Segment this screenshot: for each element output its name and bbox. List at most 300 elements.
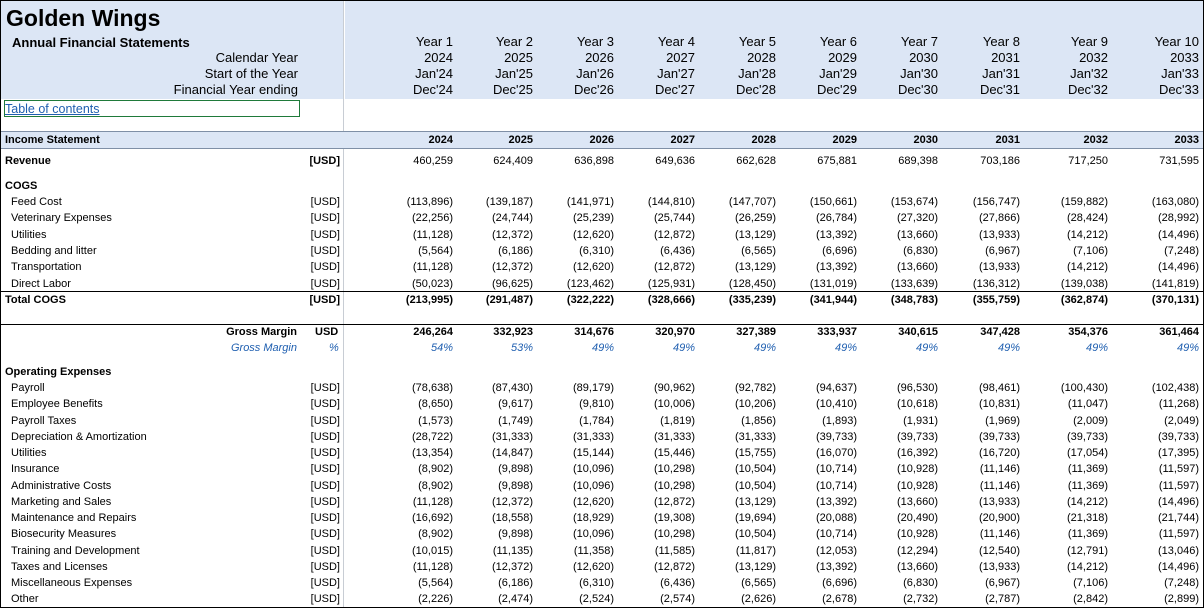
opex-row-cell[interactable]: (2,226): [418, 593, 453, 606]
gross-margin-label: Gross Margin: [226, 326, 297, 338]
opex-row-unit: [USD]: [310, 593, 340, 606]
opex-row-cell[interactable]: (2,842): [1073, 593, 1108, 606]
cogs-row-cell[interactable]: (12,372): [492, 228, 533, 241]
cogs-row-cell[interactable]: (136,312): [972, 277, 1020, 290]
cogs-row-cell[interactable]: (14,496): [1158, 261, 1199, 274]
opex-row-unit: [USD]: [310, 382, 340, 394]
fy-ending-cell: Dec'29: [816, 82, 857, 97]
opex-row-cell[interactable]: (19,694): [735, 512, 776, 524]
gross-margin-pct-row-cell[interactable]: 49%: [834, 342, 857, 354]
opex-row: [1, 543, 1203, 559]
opex-row-cell[interactable]: (8,902): [418, 528, 453, 541]
cogs-row-cell[interactable]: (12,620): [573, 261, 614, 274]
cogs-row-cell[interactable]: (7,248): [1164, 244, 1199, 257]
cogs-row-cell[interactable]: (12,372): [492, 261, 533, 274]
opex-row-cell[interactable]: (2,678): [822, 593, 857, 606]
income-statement-header-cell[interactable]: 2029: [832, 134, 857, 146]
opex-row-cell[interactable]: (12,053): [816, 544, 857, 557]
opex-row-cell[interactable]: (12,872): [654, 560, 695, 573]
total-cogs-row-cell[interactable]: (341,944): [809, 294, 857, 306]
opex-row-cell[interactable]: (21,744): [1158, 512, 1199, 524]
cogs-row-cell[interactable]: (141,819): [1151, 277, 1199, 290]
opex-row-label: Administrative Costs: [11, 479, 112, 492]
start-of-year-cell: Jan'26: [576, 66, 614, 81]
cogs-row-cell[interactable]: (11,128): [412, 228, 453, 241]
cogs-row-cell[interactable]: (25,744): [654, 212, 695, 225]
opex-row-cell[interactable]: (31,333): [735, 430, 776, 443]
opex-row-cell[interactable]: (11,597): [1158, 528, 1199, 541]
opex-row-cell[interactable]: (39,733): [816, 430, 857, 443]
opex-row-cell[interactable]: (7,248): [1164, 577, 1199, 589]
gross-margin-unit: USD: [315, 326, 339, 338]
opex-row-cell[interactable]: (2,732): [903, 593, 938, 606]
opex-row-cell[interactable]: (1,856): [741, 414, 776, 427]
fy-ending-cell: Dec'26: [573, 82, 614, 97]
opex-row-cell[interactable]: (94,637): [816, 382, 857, 394]
opex-row-label: Biosecurity Measures: [11, 528, 117, 541]
opex-row-cell[interactable]: (16,070): [816, 447, 857, 459]
gross-margin-row-cell[interactable]: 246,264: [413, 326, 453, 338]
opex-row-cell[interactable]: (11,369): [1067, 463, 1108, 476]
revenue-row-cell[interactable]: 731,595: [1159, 155, 1199, 167]
total-cogs-row-cell[interactable]: (355,759): [972, 294, 1020, 306]
opex-row-cell[interactable]: (12,620): [573, 560, 614, 573]
opex-row-cell[interactable]: (39,733): [897, 430, 938, 443]
total-cogs-row-unit: [USD]: [309, 294, 340, 306]
opex-row-cell[interactable]: (11,358): [573, 544, 614, 557]
cogs-row-label: Transportation: [11, 261, 82, 274]
fy-ending-cell: Dec'25: [492, 82, 533, 97]
cogs-row-cell[interactable]: (156,747): [972, 196, 1020, 208]
opex-row-cell[interactable]: (20,088): [816, 512, 857, 524]
revenue-row-cell[interactable]: 717,250: [1068, 155, 1108, 167]
opex-row-cell[interactable]: (8,902): [418, 479, 453, 492]
gross-margin-row-cell[interactable]: 347,428: [980, 326, 1020, 338]
opex-row-cell[interactable]: (13,046): [1158, 544, 1199, 557]
cogs-row-cell[interactable]: (22,256): [412, 212, 453, 225]
opex-row-cell[interactable]: (11,597): [1158, 479, 1199, 492]
opex-row-cell[interactable]: (10,618): [897, 398, 938, 411]
opex-row-cell[interactable]: (14,496): [1158, 560, 1199, 573]
opex-row: [1, 526, 1203, 542]
gross-margin-pct-row-cell[interactable]: 49%: [1085, 342, 1108, 354]
start-of-year-label: Start of the Year: [204, 66, 298, 81]
gross-margin-row-cell[interactable]: 332,923: [493, 326, 533, 338]
fy-ending-cell: Dec'31: [979, 82, 1020, 97]
opex-row-cell[interactable]: (12,294): [897, 544, 938, 557]
income-statement-header-cell[interactable]: 2030: [913, 134, 938, 146]
opex-row-cell[interactable]: (96,530): [897, 382, 938, 394]
opex-row-cell[interactable]: (2,899): [1164, 593, 1199, 606]
opex-row-cell[interactable]: (39,733): [1158, 430, 1199, 443]
cogs-row-cell[interactable]: (13,392): [816, 261, 857, 274]
gross-margin-pct-row-cell[interactable]: 49%: [915, 342, 938, 354]
opex-row-cell[interactable]: (14,496): [1158, 495, 1199, 508]
opex-row-cell[interactable]: (2,474): [498, 593, 533, 606]
opex-row-cell[interactable]: (10,714): [816, 528, 857, 541]
income-statement-header-cell[interactable]: 2028: [751, 134, 776, 146]
opex-row-cell[interactable]: (9,898): [498, 479, 533, 492]
cogs-row-cell[interactable]: (27,866): [979, 212, 1020, 225]
opex-row-cell[interactable]: (2,524): [579, 593, 614, 606]
opex-row-cell[interactable]: (6,830): [903, 577, 938, 589]
revenue-row-cell[interactable]: 624,409: [493, 155, 533, 167]
opex-row-cell[interactable]: (10,928): [897, 479, 938, 492]
start-of-year-cell: Jan'25: [495, 66, 533, 81]
gross-margin-pct-row-cell[interactable]: 49%: [997, 342, 1020, 354]
opex-row-cell[interactable]: (14,212): [1067, 560, 1108, 573]
income-statement-header-cell[interactable]: 2033: [1174, 134, 1199, 146]
cogs-row-cell[interactable]: (6,565): [741, 244, 776, 257]
revenue-row-cell[interactable]: 703,186: [980, 155, 1020, 167]
opex-row-cell[interactable]: (11,369): [1067, 528, 1108, 541]
opex-row-cell[interactable]: (12,872): [654, 495, 695, 508]
opex-row-cell[interactable]: (2,574): [660, 593, 695, 606]
opex-row-cell[interactable]: (14,847): [492, 447, 533, 459]
opex-row-unit: [USD]: [310, 495, 340, 508]
opex-row-cell[interactable]: (28,722): [412, 430, 453, 443]
gross-margin-pct-row-cell[interactable]: 54%: [430, 342, 453, 354]
opex-row-cell[interactable]: (9,810): [579, 398, 614, 411]
opex-row-cell[interactable]: (21,318): [1067, 512, 1108, 524]
income-statement-header-label: Income Statement: [5, 134, 100, 146]
opex-row-cell[interactable]: (11,146): [979, 479, 1020, 492]
opex-row-cell[interactable]: (19,308): [654, 512, 695, 524]
year-header: Year 9: [1070, 34, 1108, 49]
opex-row-cell[interactable]: (100,430): [1060, 382, 1108, 394]
opex-row-cell[interactable]: (102,438): [1151, 382, 1199, 394]
cogs-row-cell[interactable]: (133,639): [890, 277, 938, 290]
calendar-year-cell: 2028: [747, 50, 776, 65]
opex-row-cell[interactable]: (31,333): [492, 430, 533, 443]
cogs-row-cell[interactable]: (13,660): [897, 228, 938, 241]
year-header: Year 8: [982, 34, 1020, 49]
cogs-row-unit: [USD]: [310, 196, 340, 208]
cogs-row-cell[interactable]: (159,882): [1060, 196, 1108, 208]
opex-row-cell[interactable]: (98,461): [979, 382, 1020, 394]
opex-row-cell[interactable]: (92,782): [735, 382, 776, 394]
opex-row-cell[interactable]: (9,898): [498, 463, 533, 476]
cogs-row-cell[interactable]: (12,872): [654, 228, 695, 241]
opex-row-cell[interactable]: (90,962): [654, 382, 695, 394]
revenue-row-unit: [USD]: [309, 155, 340, 167]
opex-row-cell[interactable]: (12,372): [492, 495, 533, 508]
opex-row-cell[interactable]: (11,369): [1067, 479, 1108, 492]
cogs-row-cell[interactable]: (5,564): [418, 244, 453, 257]
cogs-row-cell[interactable]: (6,696): [822, 244, 857, 257]
opex-row-cell[interactable]: (6,696): [822, 577, 857, 589]
opex-row-cell[interactable]: (10,096): [573, 463, 614, 476]
total-cogs-row-cell[interactable]: (213,995): [405, 294, 453, 306]
cogs-row-cell[interactable]: (25,239): [573, 212, 614, 225]
opex-row-cell[interactable]: (13,392): [816, 560, 857, 573]
year-header: Year 7: [900, 34, 938, 49]
cogs-row-cell[interactable]: (6,186): [498, 244, 533, 257]
opex-row-cell[interactable]: (11,268): [1158, 398, 1199, 411]
opex-row-cell[interactable]: (2,626): [741, 593, 776, 606]
income-statement-header-cell[interactable]: 2031: [995, 134, 1020, 146]
gross-margin-row-cell[interactable]: 354,376: [1068, 326, 1108, 338]
opex-row-cell[interactable]: (10,015): [412, 544, 453, 557]
opex-row-cell[interactable]: (10,504): [735, 463, 776, 476]
opex-row-cell[interactable]: (16,720): [979, 447, 1020, 459]
opex-row-cell[interactable]: (2,049): [1164, 414, 1199, 427]
opex-row: [1, 445, 1203, 461]
cogs-row-label: Feed Cost: [11, 196, 62, 208]
gross-margin-row-cell[interactable]: 320,970: [655, 326, 695, 338]
opex-row-cell[interactable]: (10,096): [573, 528, 614, 541]
cogs-row-cell[interactable]: (50,023): [412, 277, 453, 290]
opex-row-cell[interactable]: (39,733): [979, 430, 1020, 443]
total-cogs-row-cell[interactable]: (348,783): [890, 294, 938, 306]
opex-row-cell[interactable]: (10,714): [816, 463, 857, 476]
year-header: Year 4: [657, 34, 695, 49]
cogs-row-cell[interactable]: (96,625): [492, 277, 533, 290]
opex-row-cell[interactable]: (2,009): [1073, 414, 1108, 427]
income-statement-header-cell[interactable]: 2025: [508, 134, 533, 146]
opex-row-cell[interactable]: (7,106): [1073, 577, 1108, 589]
table-of-contents-link[interactable]: Table of contents: [4, 100, 300, 117]
opex-row-cell[interactable]: (10,410): [816, 398, 857, 411]
opex-row-cell[interactable]: (13,129): [735, 560, 776, 573]
opex-row-cell[interactable]: (11,135): [492, 544, 533, 557]
opex-row-cell[interactable]: (10,928): [897, 463, 938, 476]
cogs-row-cell[interactable]: (131,019): [809, 277, 857, 290]
gross-margin-pct-row-cell[interactable]: 49%: [591, 342, 614, 354]
opex-row-cell[interactable]: (16,392): [897, 447, 938, 459]
cogs-row-cell[interactable]: (11,128): [412, 261, 453, 274]
cogs-row-cell[interactable]: (128,450): [728, 277, 776, 290]
cogs-row-cell[interactable]: (7,106): [1073, 244, 1108, 257]
cogs-row-label: Direct Labor: [11, 277, 71, 290]
gross-margin-pct-row-cell[interactable]: 49%: [753, 342, 776, 354]
income-statement-header-cell[interactable]: 2026: [589, 134, 614, 146]
opex-row-unit: [USD]: [310, 560, 340, 573]
cogs-section-label: [1, 178, 1203, 194]
opex-row-cell[interactable]: (6,186): [498, 577, 533, 589]
revenue-row: [1, 153, 1203, 169]
opex-row-cell[interactable]: (13,660): [897, 560, 938, 573]
cogs-row-cell[interactable]: (123,462): [566, 277, 614, 290]
cogs-row-cell[interactable]: (163,080): [1151, 196, 1199, 208]
opex-row-cell[interactable]: (10,298): [654, 463, 695, 476]
income-statement-header-cell[interactable]: 2024: [428, 134, 453, 146]
opex-row-cell[interactable]: (10,206): [735, 398, 776, 411]
opex-row-cell[interactable]: (13,933): [979, 560, 1020, 573]
page-subtitle: Annual Financial Statements: [12, 35, 190, 50]
opex-row-cell[interactable]: (15,144): [573, 447, 614, 459]
total-cogs-row-cell[interactable]: (370,131): [1151, 294, 1199, 306]
cogs-row-cell[interactable]: (14,212): [1067, 261, 1108, 274]
cogs-row-cell[interactable]: (14,212): [1067, 228, 1108, 241]
opex-row-cell[interactable]: (78,638): [412, 382, 453, 394]
cogs-row-cell[interactable]: (6,830): [903, 244, 938, 257]
cogs-row-cell[interactable]: (13,129): [735, 261, 776, 274]
opex-row-cell[interactable]: (10,298): [654, 479, 695, 492]
opex-row-cell[interactable]: (16,692): [412, 512, 453, 524]
gross-margin-row-cell[interactable]: 340,615: [898, 326, 938, 338]
cogs-row-cell[interactable]: (139,187): [485, 196, 533, 208]
opex-row: [1, 575, 1203, 591]
income-statement-header-cell[interactable]: 2032: [1083, 134, 1108, 146]
cogs-row-cell[interactable]: (113,896): [406, 196, 453, 208]
cogs-row-cell[interactable]: (150,661): [809, 196, 857, 208]
opex-row-cell[interactable]: (11,585): [654, 544, 695, 557]
revenue-row-cell[interactable]: 649,636: [655, 155, 695, 167]
opex-row-cell[interactable]: (13,933): [979, 495, 1020, 508]
opex-row-cell[interactable]: (13,129): [735, 495, 776, 508]
opex-row-cell[interactable]: (18,929): [573, 512, 614, 524]
fy-ending-label: Financial Year ending: [173, 82, 298, 97]
opex-row-cell[interactable]: (1,969): [985, 414, 1020, 427]
gross-margin-row-cell[interactable]: 327,389: [736, 326, 776, 338]
year-header: Year 6: [819, 34, 857, 49]
opex-row-cell[interactable]: (1,819): [660, 414, 695, 427]
gross-margin-row-cell[interactable]: 361,464: [1159, 326, 1199, 338]
income-statement-header-cell[interactable]: 2027: [670, 134, 695, 146]
cogs-row-cell[interactable]: (26,784): [816, 212, 857, 225]
opex-row-cell[interactable]: (6,565): [741, 577, 776, 589]
total-cogs-row-cell[interactable]: (291,487): [485, 294, 533, 306]
opex-row-cell[interactable]: (20,900): [979, 512, 1020, 524]
opex-row-cell[interactable]: (13,354): [412, 447, 453, 459]
opex-row-cell[interactable]: (11,128): [412, 560, 453, 573]
opex-row-cell[interactable]: (15,446): [654, 447, 695, 459]
opex-row-cell[interactable]: (87,430): [492, 382, 533, 394]
opex-row-cell[interactable]: (9,898): [498, 528, 533, 541]
gross-margin-row-cell[interactable]: 314,676: [574, 326, 614, 338]
opex-row-cell[interactable]: (31,333): [654, 430, 695, 443]
opex-row-label: Utilities: [11, 447, 47, 459]
opex-row-cell[interactable]: (17,054): [1067, 447, 1108, 459]
opex-row: [1, 461, 1203, 477]
opex-row-cell[interactable]: (14,212): [1067, 495, 1108, 508]
opex-row-cell[interactable]: (12,540): [979, 544, 1020, 557]
total-cogs-row-label: Total COGS: [5, 294, 66, 306]
opex-row-cell[interactable]: (8,902): [418, 463, 453, 476]
total-cogs-row-cell[interactable]: (322,222): [566, 294, 614, 306]
opex-row-cell[interactable]: (5,564): [418, 577, 453, 589]
opex-row-cell[interactable]: (12,620): [573, 495, 614, 508]
opex-row-cell[interactable]: (1,893): [822, 414, 857, 427]
revenue-row-cell[interactable]: 675,881: [817, 155, 857, 167]
cogs-row-cell[interactable]: (125,931): [647, 277, 695, 290]
opex-row-cell[interactable]: (1,573): [418, 414, 453, 427]
opex-row-cell[interactable]: (8,650): [418, 398, 453, 411]
revenue-row-cell[interactable]: 689,398: [898, 155, 938, 167]
opex-row-cell[interactable]: (11,817): [735, 544, 776, 557]
gross-margin-pct-row-cell[interactable]: 53%: [510, 342, 533, 354]
opex-row-cell[interactable]: (13,392): [816, 495, 857, 508]
cogs-row-cell[interactable]: (13,933): [979, 228, 1020, 241]
gross-margin-pct-row-cell[interactable]: 49%: [672, 342, 695, 354]
total-cogs-row-cell[interactable]: (362,874): [1060, 294, 1108, 306]
opex-row-cell[interactable]: (6,436): [660, 577, 695, 589]
gross-margin-pct-row-cell[interactable]: 49%: [1176, 342, 1199, 354]
opex-row-cell[interactable]: (2,787): [985, 593, 1020, 606]
total-cogs-row-cell[interactable]: (328,666): [647, 294, 695, 306]
cogs-row-cell[interactable]: (12,872): [654, 261, 695, 274]
cogs-row-cell[interactable]: (141,971): [566, 196, 614, 208]
cogs-row-cell[interactable]: (28,992): [1158, 212, 1199, 225]
cogs-row-cell[interactable]: (6,436): [660, 244, 695, 257]
opex-row-cell[interactable]: (11,128): [412, 495, 453, 508]
cogs-row-cell[interactable]: (139,038): [1060, 277, 1108, 290]
opex-row-cell[interactable]: (10,504): [735, 528, 776, 541]
cogs-row-cell[interactable]: (147,707): [728, 196, 776, 208]
opex-row-cell[interactable]: (10,714): [816, 479, 857, 492]
fy-ending-cell: Dec'27: [654, 82, 695, 97]
start-of-year-cell: Jan'24: [415, 66, 453, 81]
revenue-row-cell[interactable]: 636,898: [574, 155, 614, 167]
calendar-year-cell: 2031: [991, 50, 1020, 65]
total-cogs-row-cell[interactable]: (335,239): [728, 294, 776, 306]
cogs-row-cell[interactable]: (26,259): [735, 212, 776, 225]
revenue-row-cell[interactable]: 662,628: [736, 155, 776, 167]
cogs-row-cell[interactable]: (13,660): [897, 261, 938, 274]
opex-row-cell[interactable]: (10,504): [735, 479, 776, 492]
opex-row-cell[interactable]: (10,831): [979, 398, 1020, 411]
opex-row-cell[interactable]: (1,931): [903, 414, 938, 427]
opex-row-cell[interactable]: (17,395): [1158, 447, 1199, 459]
opex-row-cell[interactable]: (10,006): [654, 398, 695, 411]
opex-row-unit: [USD]: [310, 398, 340, 411]
cogs-row-cell[interactable]: (12,620): [573, 228, 614, 241]
opex-row-cell[interactable]: (11,146): [979, 463, 1020, 476]
income-statement-header: [1, 131, 1203, 149]
opex-row-cell[interactable]: (31,333): [573, 430, 614, 443]
opex-row-cell[interactable]: (11,047): [1067, 398, 1108, 411]
opex-row-cell[interactable]: (10,298): [654, 528, 695, 541]
opex-row-cell[interactable]: (39,733): [1067, 430, 1108, 443]
cogs-row-cell[interactable]: (13,933): [979, 261, 1020, 274]
cogs-row-cell[interactable]: (6,310): [579, 244, 614, 257]
opex-row-cell[interactable]: (9,617): [498, 398, 533, 411]
cogs-row-cell[interactable]: (6,967): [985, 244, 1020, 257]
cogs-row-unit: [USD]: [310, 261, 340, 274]
cogs-row-cell[interactable]: (13,392): [816, 228, 857, 241]
cogs-row-cell[interactable]: (13,129): [735, 228, 776, 241]
opex-row-unit: [USD]: [310, 512, 340, 524]
opex-row-cell[interactable]: (12,372): [492, 560, 533, 573]
opex-row: [1, 429, 1203, 445]
opex-row-cell[interactable]: (20,490): [897, 512, 938, 524]
opex-row-cell[interactable]: (10,096): [573, 479, 614, 492]
opex-row-cell[interactable]: (11,146): [979, 528, 1020, 541]
opex-row-cell[interactable]: (10,928): [897, 528, 938, 541]
cogs-row-cell[interactable]: (144,810): [647, 196, 695, 208]
gross-margin-row-cell[interactable]: 333,937: [817, 326, 857, 338]
cogs-row-cell[interactable]: (14,496): [1158, 228, 1199, 241]
opex-row-cell[interactable]: (1,749): [498, 414, 533, 427]
opex-row-cell[interactable]: (11,597): [1158, 463, 1199, 476]
cogs-row-cell[interactable]: (28,424): [1067, 212, 1108, 225]
gross-margin-pct-unit: %: [329, 342, 339, 354]
opex-row-cell[interactable]: (6,310): [579, 577, 614, 589]
cogs-row-cell[interactable]: (24,744): [492, 212, 533, 225]
cogs-row-cell[interactable]: (153,674): [890, 196, 938, 208]
cogs-row-label: Utilities: [11, 228, 47, 241]
revenue-row-cell[interactable]: 460,259: [413, 155, 453, 167]
opex-row-cell[interactable]: (18,558): [492, 512, 533, 524]
opex-row-cell[interactable]: (1,784): [579, 414, 614, 427]
opex-row-cell[interactable]: (6,967): [985, 577, 1020, 589]
opex-row-cell[interactable]: (12,791): [1067, 544, 1108, 557]
opex-row-cell[interactable]: (13,660): [897, 495, 938, 508]
cogs-row-cell[interactable]: (27,320): [897, 212, 938, 225]
opex-row-cell[interactable]: (89,179): [573, 382, 614, 394]
opex-row-cell[interactable]: (15,755): [735, 447, 776, 459]
